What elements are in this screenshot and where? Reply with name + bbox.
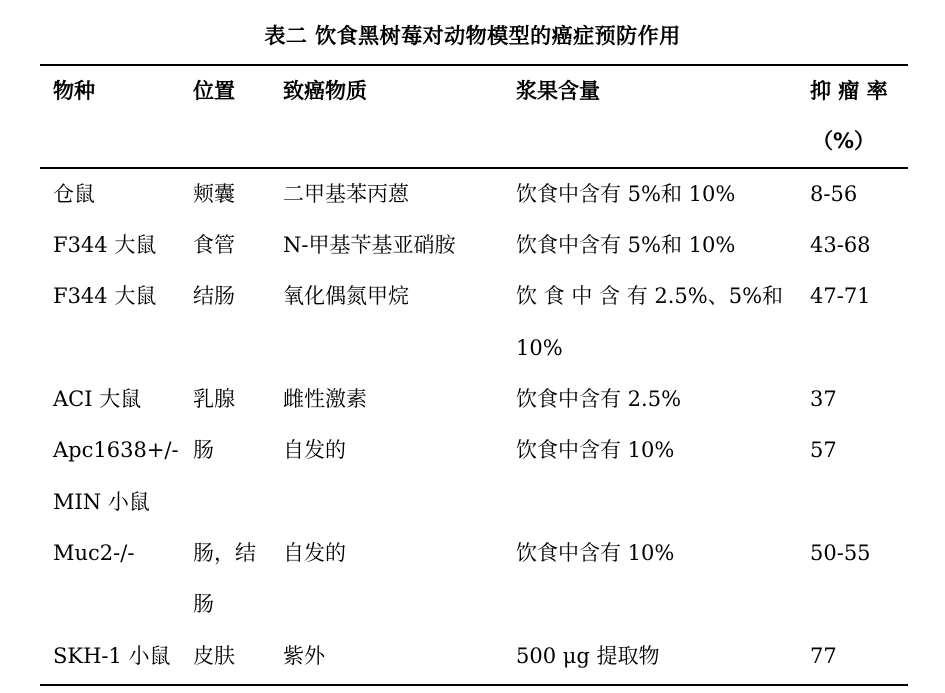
cell-location: 颊囊 xyxy=(193,182,235,206)
bottom-rule xyxy=(40,684,908,686)
cell-berry-content: 饮 食 中 含 有 2.5%、5%和 xyxy=(516,284,784,308)
cell-inhibition-rate: 47-71 xyxy=(810,284,871,308)
cell-carcinogen: 紫外 xyxy=(283,644,325,668)
cell-carcinogen: 二甲基苯丙蒽 xyxy=(283,182,409,206)
cell-species: Apc1638+/- xyxy=(53,438,179,462)
cell-inhibition-rate: 50-55 xyxy=(810,541,871,565)
cell-carcinogen: 氧化偶氮甲烷 xyxy=(283,284,409,308)
cell-inhibition-rate: 43-68 xyxy=(810,233,871,257)
cell-berry-content: 饮食中含有 5%和 10% xyxy=(516,182,736,206)
cell-location: 肠 xyxy=(193,438,214,462)
cell-inhibition-rate: 77 xyxy=(810,644,837,668)
cell-inhibition-rate: 37 xyxy=(810,387,837,411)
cell-species: SKH-1 小鼠 xyxy=(53,644,171,668)
cell-berry-content: 饮食中含有 5%和 10% xyxy=(516,233,736,257)
cell-species: Muc2-/- xyxy=(53,541,135,565)
cell-carcinogen: 自发的 xyxy=(283,438,346,462)
cell-location: 肠，结 xyxy=(193,541,256,565)
cell-berry-content: 饮食中含有 2.5% xyxy=(516,387,682,411)
header-location: 位置 xyxy=(193,79,235,103)
table-title: 表二 饮食黑树莓对动物模型的癌症预防作用 xyxy=(264,24,681,48)
header-inhibition-rate: 抑 瘤 率 xyxy=(810,79,888,103)
header-berry-content: 浆果含量 xyxy=(516,79,600,103)
cell-location-cont: 肠 xyxy=(193,592,214,616)
cell-location: 结肠 xyxy=(193,284,235,308)
header-carcinogen: 致癌物质 xyxy=(283,79,367,103)
cell-species: F344 大鼠 xyxy=(53,284,157,308)
top-rule xyxy=(40,64,908,66)
cell-berry-content: 500 μg 提取物 xyxy=(516,644,660,668)
cell-carcinogen: 雌性激素 xyxy=(283,387,367,411)
header-rule xyxy=(40,167,908,169)
cell-species: 仓鼠 xyxy=(53,182,95,206)
cell-location: 皮肤 xyxy=(193,644,235,668)
cell-location: 食管 xyxy=(193,233,235,257)
cell-species: F344 大鼠 xyxy=(53,233,157,257)
cell-carcinogen: N-甲基苄基亚硝胺 xyxy=(283,233,456,257)
cell-location: 乳腺 xyxy=(193,387,235,411)
cell-berry-content-cont: 10% xyxy=(516,336,563,360)
cell-berry-content: 饮食中含有 10% xyxy=(516,541,675,565)
cell-species-cont: MIN 小鼠 xyxy=(53,490,150,514)
cell-species: ACI 大鼠 xyxy=(53,387,142,411)
cell-carcinogen: 自发的 xyxy=(283,541,346,565)
cell-inhibition-rate: 8-56 xyxy=(810,182,858,206)
cell-berry-content: 饮食中含有 10% xyxy=(516,438,675,462)
header-species: 物种 xyxy=(53,79,95,103)
cell-inhibition-rate: 57 xyxy=(810,438,837,462)
header-inhibition-rate-unit: （%） xyxy=(812,129,876,153)
